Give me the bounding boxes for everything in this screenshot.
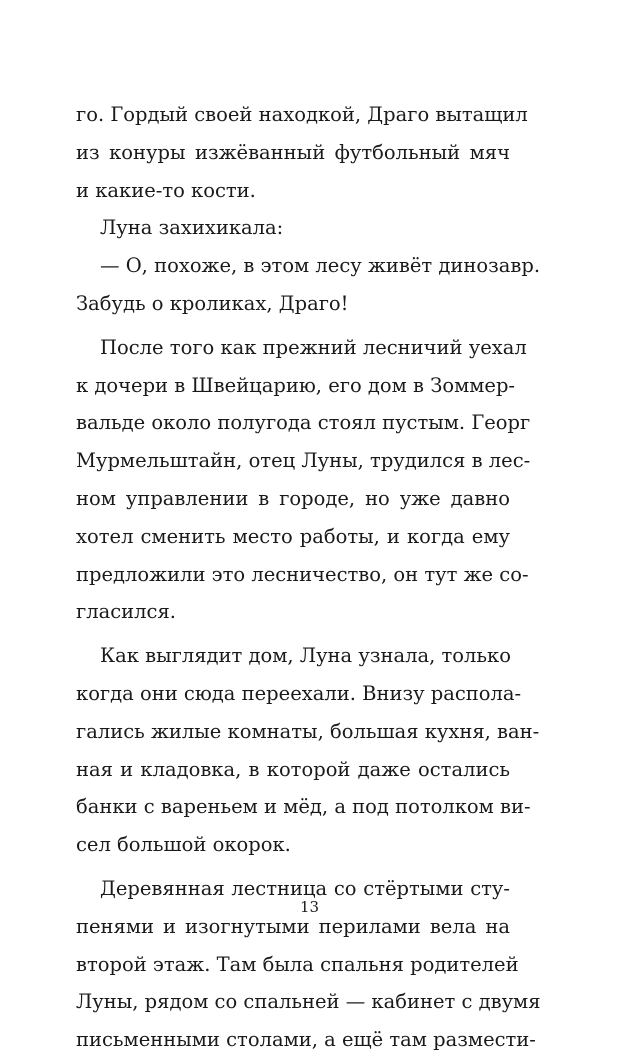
page-number: 13 xyxy=(299,898,320,916)
text-line: го. Гордый своей находкой, Драго вытащил xyxy=(76,103,528,126)
text-line: когда они сюда переехали. Внизу распола- xyxy=(76,681,522,705)
text-line: к дочери в Швейцарию, его дом в Зоммер- xyxy=(76,373,516,397)
text-line: хотел сменить место работы, и когда ему xyxy=(76,524,510,548)
text-line: ная и кладовка, в которой даже остались xyxy=(76,757,510,781)
text-line: — О, похоже, в этом лесу живёт динозавр. xyxy=(100,254,541,278)
text-line: гались жилые комнаты, большая кухня, ван- xyxy=(76,719,540,743)
text-line: Луны, рядом со спальней — кабинет с двумя xyxy=(76,990,541,1014)
text-line: предложили это лесничество, он тут же со- xyxy=(76,562,529,586)
text-line: гласился. xyxy=(76,600,176,624)
text-line: ном управлении в городе, но уже давно xyxy=(76,486,510,510)
text-line: письменными столами, а ещё там размести- xyxy=(76,1028,536,1052)
text-line: Забудь о кроликах, Драго! xyxy=(76,291,349,315)
text-line: Как выглядит дом, Луна узнала, только xyxy=(100,644,511,668)
text-line: Луна захихикала: xyxy=(100,216,284,240)
text-line: Мурмельштайн, отец Луны, трудился в лес- xyxy=(76,449,531,473)
text-line: из конуры изжёванный футбольный мяч xyxy=(76,140,510,164)
text-line: второй этаж. Там была спальня родителей xyxy=(76,952,519,976)
text-line: и какие-то кости. xyxy=(76,178,256,202)
text-line: банки с вареньем и мёд, а под потолком ви- xyxy=(76,795,531,819)
text-line: После того как прежний лесничий уехал xyxy=(100,335,527,359)
text-line: вальде около полугода стоял пустым. Георг xyxy=(76,411,531,435)
text-line: Деревянная лестница со стёртыми сту- xyxy=(100,876,510,900)
text-line: сел большой окорок. xyxy=(76,833,291,857)
text-line: пенями и изогнутыми перилами вела на xyxy=(76,914,510,938)
